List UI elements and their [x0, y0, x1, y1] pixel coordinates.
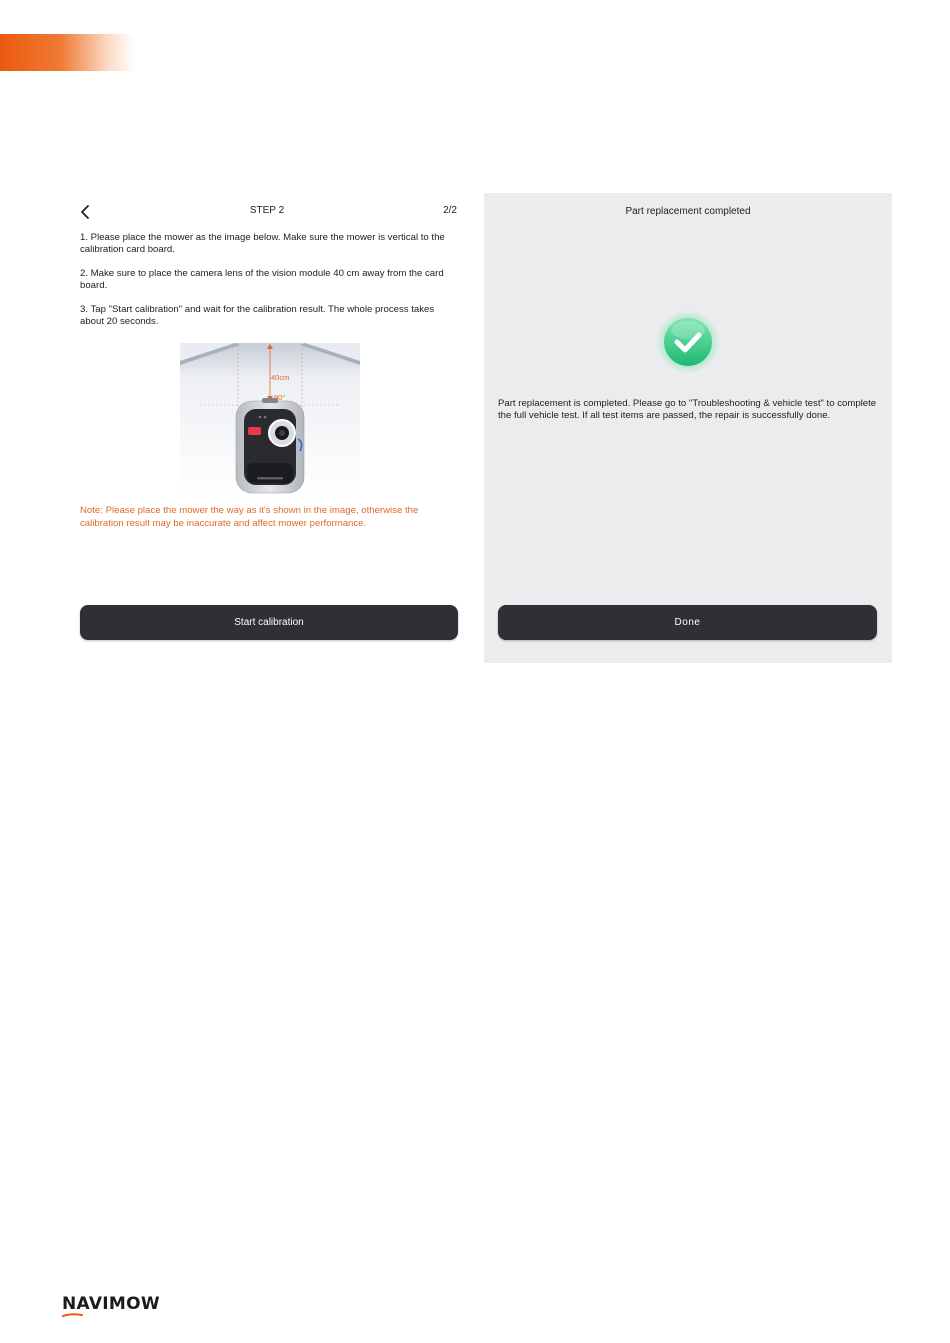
instruction-2: 2. Make sure to place the camera lens of the vision module 40 cm away from the card board. — [80, 268, 444, 292]
header-accent-bar — [0, 34, 135, 71]
completion-message: Part replacement is completed. Please go to "Troubleshooting & vehicle test" to complete the full vehicle test. If all test items are passed, the repair is successfully done. — [498, 398, 877, 422]
instruction-3: 3. Tap "Start calibration" and wait for the calibration result. The whole process takes about 20 seconds. — [80, 304, 435, 328]
calibration-step-screen — [62, 193, 472, 663]
distance-label: 40cm — [271, 373, 290, 382]
calibration-note: Note: Please place the mower the way as it's shown in the image, otherwise the calibration result may be inaccurate and affect mower performance. — [80, 505, 419, 529]
done-button[interactable]: Done — [498, 605, 877, 640]
brand-swoosh-icon — [62, 1312, 92, 1318]
start-calibration-button[interactable]: Start calibration — [80, 605, 458, 640]
instruction-1: 1. Please place the mower as the image below. Make sure the mower is vertical to the calibration card board. — [80, 232, 445, 256]
brand-logo — [62, 1294, 182, 1320]
top-bar — [62, 193, 472, 231]
completion-title: Part replacement completed — [625, 206, 751, 217]
brand-name: NAVIMOW — [62, 1294, 160, 1314]
step-counter: 2/2 — [443, 205, 457, 216]
calibration-illustration — [180, 343, 360, 495]
angle-label: 90° — [274, 393, 286, 402]
completion-screen — [484, 193, 892, 663]
check-circle-icon — [656, 310, 720, 374]
page-title: STEP 2 — [249, 205, 285, 216]
